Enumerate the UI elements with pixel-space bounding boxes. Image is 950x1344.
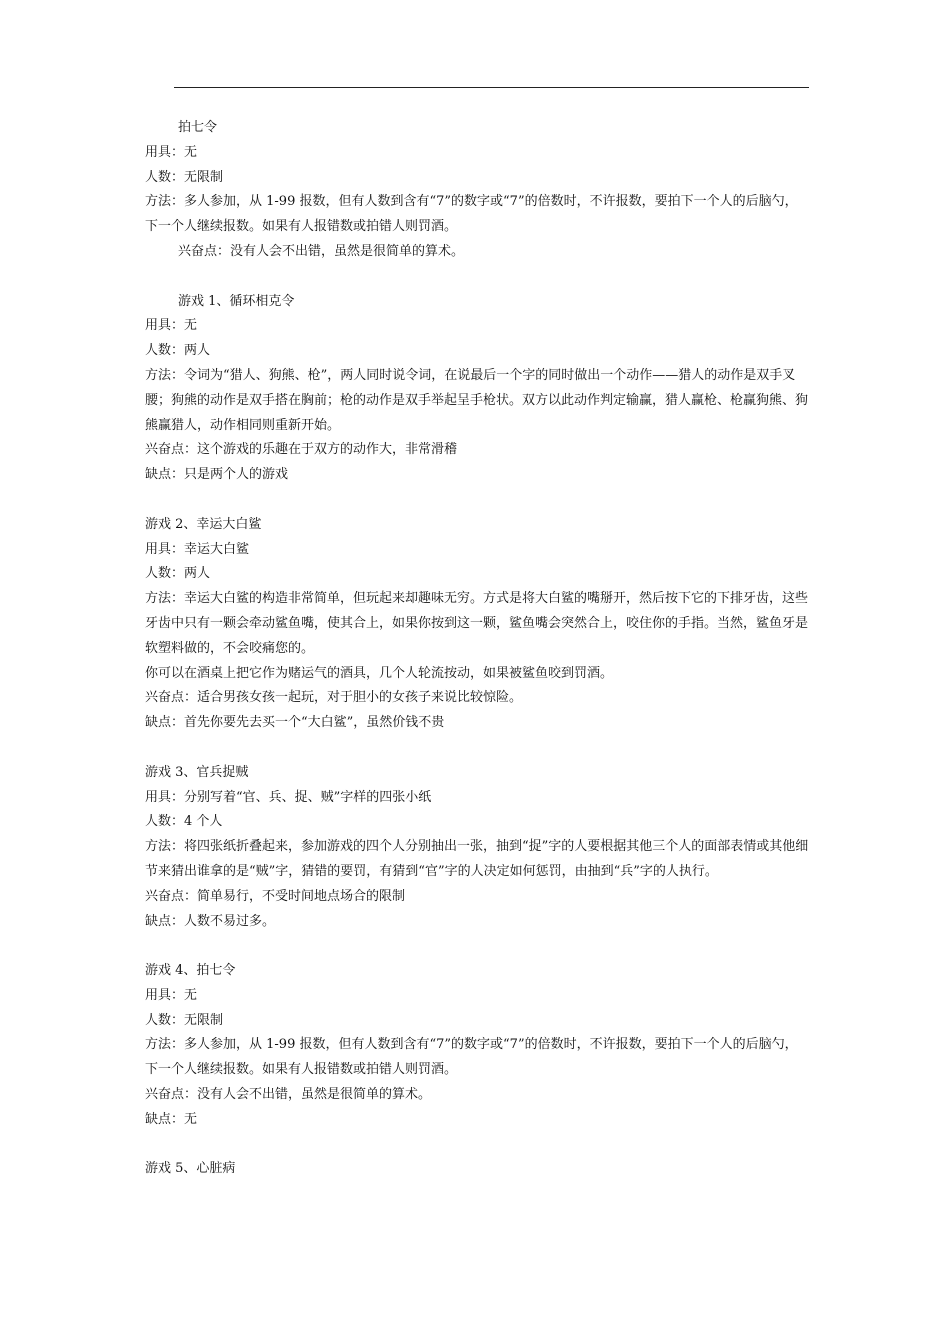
header-rule xyxy=(174,87,809,88)
text-line: 方法：将四张纸折叠起来，参加游戏的四个人分别抽出一张，抽到“捉”字的人要根据其他三个人的面部表情或其他细节来猜出谁拿的是“贼”字，猜错的要罚，有猜到“官”字的人决定如何惩罚，由抽到“兵”字的人执行。 xyxy=(145,839,809,879)
text-line: 缺点：首先你要先去买一个“大白鲨”，虽然价钱不贵 xyxy=(145,715,445,731)
section-heading: 游戏 1、循环相克令 xyxy=(178,293,295,309)
game-section xyxy=(145,116,809,265)
text-line: 你可以在酒桌上把它作为赌运气的酒具，几个人轮流按动，如果被鲨鱼咬到罚酒。 xyxy=(145,665,614,681)
game-section xyxy=(145,513,809,736)
text-line: 方法：多人参加，从 1-99 报数，但有人数到含有“7”的数字或“7”的倍数时，不许报数，要拍下一个人的后脑勺，下一个人继续报数。如果有人报错数或拍错人则罚酒。 xyxy=(145,194,798,235)
section-heading: 游戏 2、幸运大白鲨 xyxy=(145,516,262,532)
section-heading: 游戏 4、拍七令 xyxy=(145,963,236,979)
text-line: 兴奋点：没有人会不出错，虽然是很简单的算术。 xyxy=(145,1087,432,1103)
text-line: 用具：分别写着“官、兵、捉、贼”字样的四张小纸 xyxy=(145,789,432,805)
text-line: 用具：幸运大白鲨 xyxy=(145,541,250,557)
paragraph-gap xyxy=(145,265,809,290)
text-line: 缺点：只是两个人的游戏 xyxy=(145,467,289,483)
text-line: 缺点：无 xyxy=(145,1111,198,1127)
game-section xyxy=(145,290,809,488)
document-body xyxy=(145,116,809,1182)
text-line: 兴奋点：没有人会不出错，虽然是很简单的算术。 xyxy=(178,243,465,259)
text-line: 方法：令词为“猎人、狗熊、枪”，两人同时说令词，在说最后一个字的同时做出一个动作——猎人的动作是双手叉腰；狗熊的动作是双手搭在胸前；枪的动作是双手举起呈手枪状。双方以此动作判定输赢，猎人赢枪、枪赢狗熊、狗熊赢猎人，动作相同则重新开始。 xyxy=(145,367,809,433)
text-line: 用具：无 xyxy=(145,987,198,1003)
text-line: 人数：两人 xyxy=(145,566,211,582)
text-line: 人数：两人 xyxy=(145,343,211,359)
text-line: 用具：无 xyxy=(145,144,198,160)
paragraph-gap xyxy=(145,934,809,959)
paragraph-gap xyxy=(145,1133,809,1158)
text-line: 方法：幸运大白鲨的构造非常简单，但玩起来却趣味无穷。方式是将大白鲨的嘴掰开，然后按下它的下排牙齿，这些牙齿中只有一颗会牵动鲨鱼嘴，使其合上，如果你按到这一颗，鲨鱼嘴会突然合上，咬住你的手指。当然，鲨鱼牙是软塑料做的，不会咬痛您的。 xyxy=(145,591,809,656)
game-section xyxy=(145,959,809,1133)
text-line: 人数：4 个人 xyxy=(145,814,223,830)
section-heading: 拍七令 xyxy=(178,120,218,135)
game-section xyxy=(145,761,809,935)
section-heading: 游戏 5、心脏病 xyxy=(145,1161,236,1177)
text-line: 兴奋点：适合男孩女孩一起玩，对于胆小的女孩子来说比较惊险。 xyxy=(145,690,523,706)
text-line: 人数：无限制 xyxy=(145,169,224,185)
text-line: 方法：多人参加，从 1-99 报数，但有人数到含有“7”的数字或“7”的倍数时，不许报数，要拍下一个人的后脑勺，下一个人继续报数。如果有人报错数或拍错人则罚酒。 xyxy=(145,1037,798,1078)
text-line: 人数：无限制 xyxy=(145,1012,224,1028)
text-line: 用具：无 xyxy=(145,318,198,334)
game-section xyxy=(145,1157,809,1182)
paragraph-gap xyxy=(145,488,809,513)
text-line: 缺点：人数不易过多。 xyxy=(145,913,276,929)
paragraph-gap xyxy=(145,736,809,761)
text-line: 兴奋点：这个游戏的乐趣在于双方的动作大，非常滑稽 xyxy=(145,442,458,458)
text-line: 兴奋点：简单易行，不受时间地点场合的限制 xyxy=(145,888,406,904)
section-heading: 游戏 3、官兵捉贼 xyxy=(145,764,249,780)
